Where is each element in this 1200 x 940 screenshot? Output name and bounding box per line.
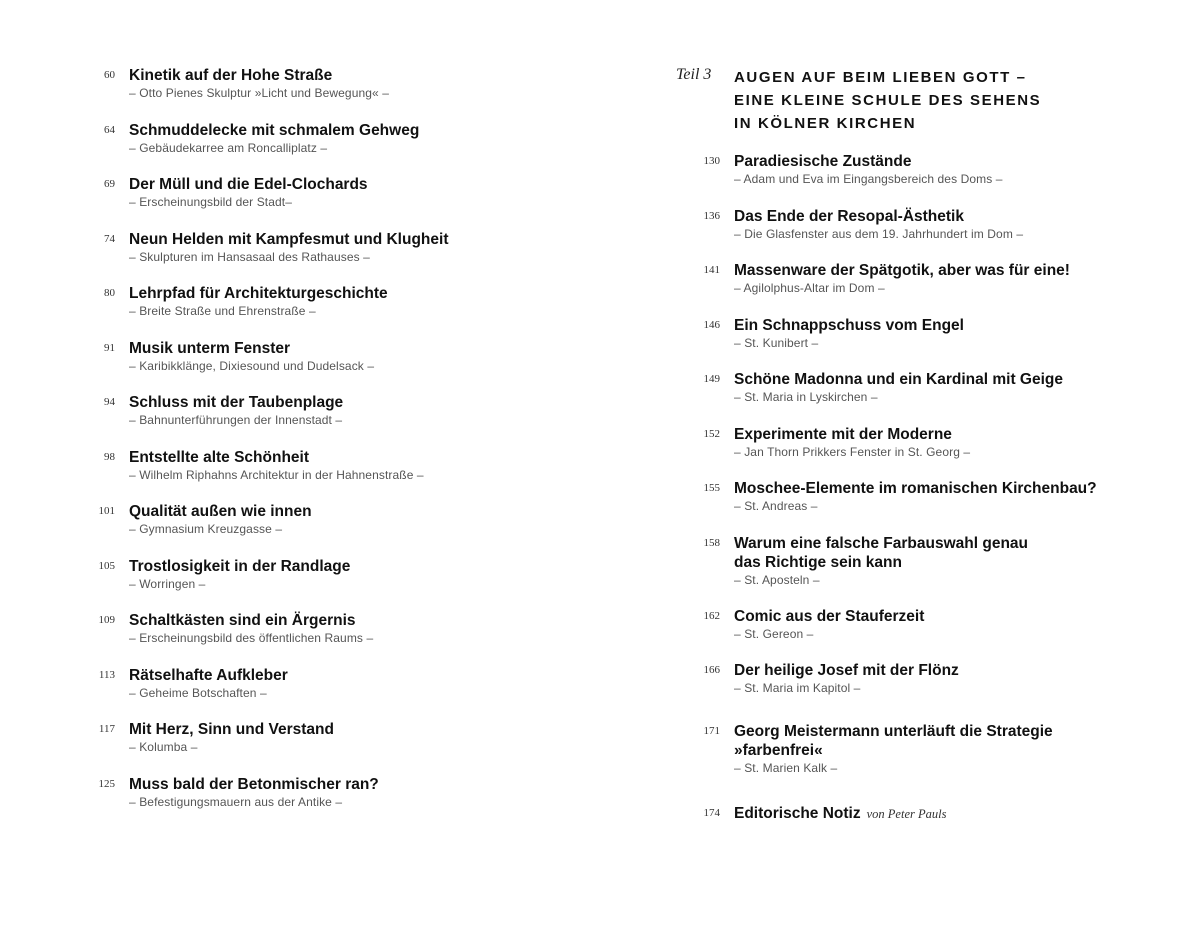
page-number: 141	[703, 264, 720, 276]
entry-subtitle: – Erscheinungsbild des öffentlichen Raums –	[129, 631, 374, 645]
part-title-line: EINE KLEINE SCHULE DES SEHENS	[734, 92, 1042, 109]
entry-title: Warum eine falsche Farbauswahl genau	[734, 535, 1029, 552]
entry-title: Moschee-Elemente im romanischen Kirchenbau?	[734, 480, 1097, 497]
entry-subtitle: – St. Andreas –	[734, 499, 818, 513]
part-title-line: AUGEN AUF BEIM LIEBEN GOTT –	[734, 69, 1027, 86]
author-credit: von Peter Pauls	[866, 807, 947, 821]
entry-title-text: Editorische Notiz	[734, 805, 861, 822]
entry-subtitle: – Befestigungsmauern aus der Antike –	[129, 795, 343, 809]
page-number: 94	[104, 396, 115, 408]
page-number: 80	[104, 287, 115, 299]
entry-subtitle: – St. Gereon –	[734, 627, 814, 641]
page-number: 158	[703, 537, 720, 549]
entry-title-line-2: das Richtige sein kann	[734, 554, 902, 571]
entry-title	[734, 804, 946, 824]
entry-title: Mit Herz, Sinn und Verstand	[129, 721, 334, 738]
page-number: 171	[703, 725, 720, 737]
entry-title: Experimente mit der Moderne	[734, 426, 952, 443]
page-number: 130	[703, 155, 720, 167]
entry-title: Comic aus der Stauferzeit	[734, 608, 925, 625]
page-number: 146	[703, 319, 720, 331]
entry-subtitle: – St. Marien Kalk –	[734, 761, 838, 775]
entry-title: Neun Helden mit Kampfesmut und Klugheit	[129, 231, 449, 248]
page-number: 60	[104, 69, 115, 81]
entry-title: Entstellte alte Schönheit	[129, 449, 310, 466]
entry-subtitle: – Otto Pienes Skulptur »Licht und Bewegung« –	[129, 86, 390, 100]
entry-subtitle: – St. Aposteln –	[734, 573, 820, 587]
entry-title: Paradiesische Zustände	[734, 153, 912, 170]
entry-title: Lehrpfad für Architekturgeschichte	[129, 285, 388, 302]
page-number: 113	[98, 669, 115, 681]
page-number: 136	[703, 210, 720, 222]
part-title-line: IN KÖLNER KIRCHEN	[734, 115, 917, 132]
page-number: 162	[703, 610, 720, 622]
entry-subtitle: – Kolumba –	[129, 740, 198, 754]
part-label: Teil 3	[676, 66, 712, 83]
entry-title: Musik unterm Fenster	[129, 340, 291, 357]
entry-subtitle: – Adam und Eva im Eingangsbereich des Doms –	[734, 172, 1003, 186]
page-number: 105	[98, 560, 115, 572]
entry-title: Georg Meistermann unterläuft die Strategie	[734, 723, 1053, 740]
page-number: 174	[703, 807, 720, 819]
entry-subtitle: – Erscheinungsbild der Stadt–	[129, 195, 293, 209]
entry-title: Schluss mit der Taubenplage	[129, 394, 344, 411]
entry-title: Rätselhafte Aufkleber	[129, 667, 288, 684]
entry-title: Ein Schnappschuss vom Engel	[734, 317, 964, 334]
part-title	[734, 66, 1041, 135]
page-number: 98	[104, 451, 115, 463]
page-number: 64	[104, 124, 115, 136]
page-number: 166	[703, 664, 720, 676]
page-number: 155	[703, 482, 720, 494]
entry-subtitle: – Gebäudekarree am Roncalliplatz –	[129, 141, 328, 155]
entry-title: Der Müll und die Edel-Clochards	[129, 176, 368, 193]
entry-subtitle: – Geheime Botschaften –	[129, 686, 267, 700]
entry-subtitle: – Die Glasfenster aus dem 19. Jahrhundert im Dom –	[734, 227, 1024, 241]
entry-title: Qualität außen wie innen	[129, 503, 312, 520]
entry-subtitle: – St. Maria im Kapitol –	[734, 681, 861, 695]
page-number: 152	[703, 428, 720, 440]
page-number: 149	[703, 373, 720, 385]
page-number: 69	[104, 178, 115, 190]
page-number: 101	[98, 505, 115, 517]
page-number: 125	[98, 778, 115, 790]
entry-subtitle: – Bahnunterführungen der Innenstadt –	[129, 413, 343, 427]
entry-subtitle: – Wilhelm Riphahns Architektur in der Hahnenstraße –	[129, 468, 424, 482]
entry-subtitle: – Breite Straße und Ehrenstraße –	[129, 304, 316, 318]
entry-title: Das Ende der Resopal-Ästhetik	[734, 208, 964, 225]
entry-title: Trostlosigkeit in der Randlage	[129, 558, 351, 575]
page-number: 74	[104, 233, 115, 245]
entry-title: Kinetik auf der Hohe Straße	[129, 67, 333, 84]
entry-title: Muss bald der Betonmischer ran?	[129, 776, 379, 793]
entry-subtitle: – Skulpturen im Hansasaal des Rathauses –	[129, 250, 370, 264]
entry-title-line-2: »farbenfrei«	[734, 742, 823, 759]
entry-title: Schaltkästen sind ein Ärgernis	[129, 612, 356, 629]
page-number: 117	[98, 723, 115, 735]
page-number: 109	[98, 614, 115, 626]
entry-subtitle: – St. Maria in Lyskirchen –	[734, 390, 878, 404]
entry-title: Schöne Madonna und ein Kardinal mit Geige	[734, 371, 1063, 388]
entry-subtitle: – Karibikklänge, Dixiesound und Dudelsack –	[129, 359, 375, 373]
page-number: 91	[104, 342, 115, 354]
entry-title: Massenware der Spätgotik, aber was für eine!	[734, 262, 1070, 279]
entry-title: Schmuddelecke mit schmalem Gehweg	[129, 122, 420, 139]
entry-title: Der heilige Josef mit der Flönz	[734, 662, 959, 679]
entry-subtitle: – Gymnasium Kreuzgasse –	[129, 522, 283, 536]
entry-subtitle: – Worringen –	[129, 577, 206, 591]
entry-subtitle: – Jan Thorn Prikkers Fenster in St. Georg –	[734, 445, 971, 459]
entry-subtitle: – St. Kunibert –	[734, 336, 819, 350]
entry-subtitle: – Agilolphus-Altar im Dom –	[734, 281, 885, 295]
